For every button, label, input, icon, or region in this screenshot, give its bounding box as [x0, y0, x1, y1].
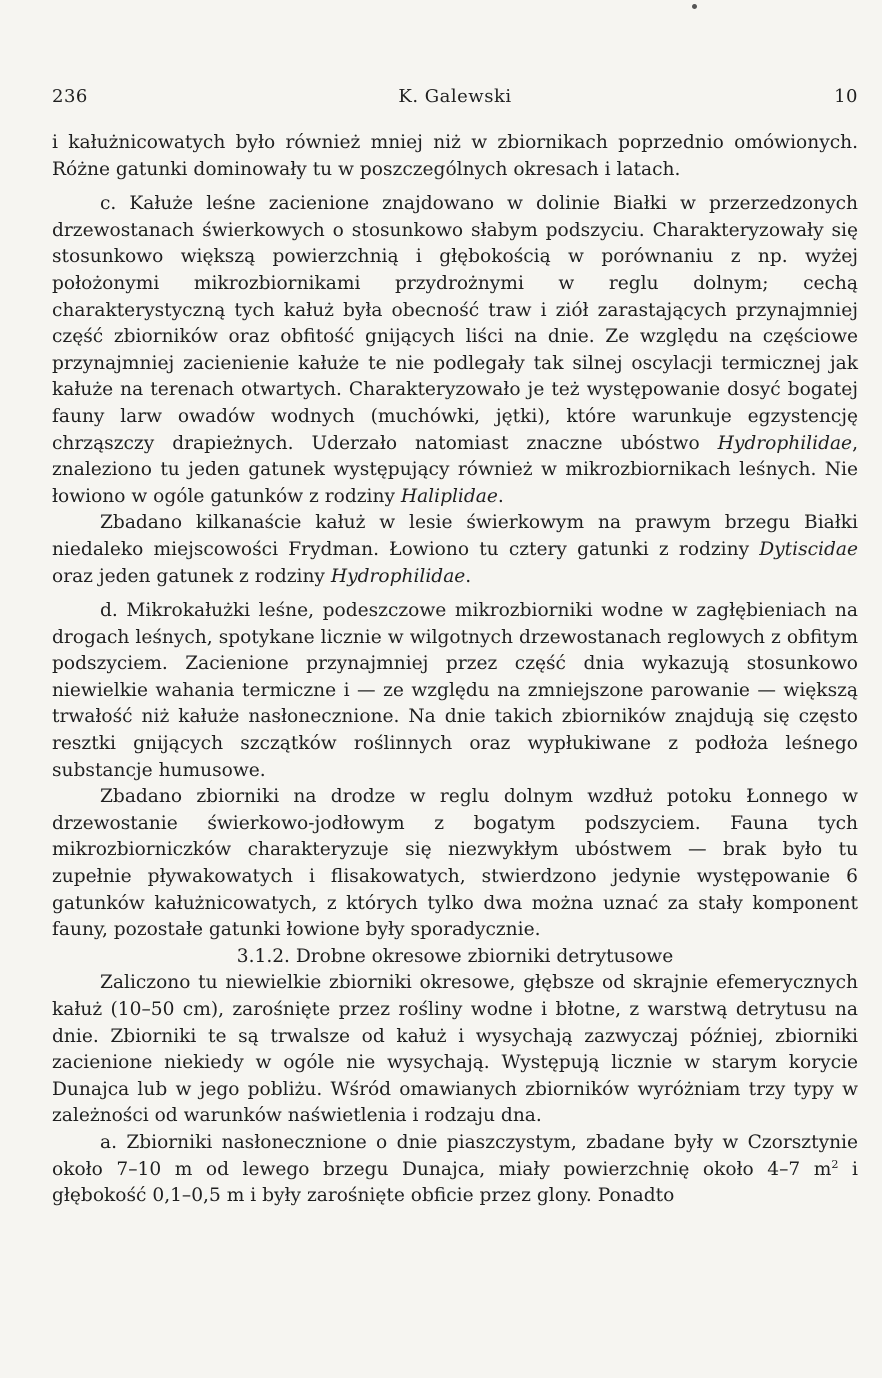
paragraph-zbadano-1-text: Zbadano kilkanaście kałuż w lesie świerkowym na prawym brzegu Białki niedaleko miejscowości Frydman. Łowiono tu cztery gatunki z rodziny: [52, 512, 858, 560]
scan-speck: [692, 4, 697, 9]
paragraph-c-text-2: , znaleziono tu jeden gatunek występujący również w mikrozbiornikach leśnych. Nie łowiono w ogóle gatunków z rodziny: [52, 432, 858, 507]
paragraph-c: [52, 191, 858, 510]
paragraph-a: [52, 1130, 858, 1210]
paragraph-zbadano-2: Zbadano zbiorniki na drodze w reglu dolnym wzdłuż potoku Łonnego w drzewostanie świerkowo-jodłowym z bogatym podszyciem. Fauna tych mikrozbiorniczków charakteryzuje się niezwykłym ubóstwem — brak było tu zupełnie pływakowatych i flisakowatych, stwierdzono jedynie występowanie 6 gatunków kałużnicowatych, z których tylko dwa można uznać za stały komponent fauny, pozostałe gatunki łowione były sporadycznie.: [52, 786, 858, 941]
taxon-name: Haliplidae: [400, 485, 498, 507]
volume-number: 10: [834, 86, 858, 107]
body-text: [52, 130, 858, 1210]
paragraph-d: d. Mikrokałużki leśne, podeszczowe mikrozbiorniki wodne w zagłębieniach na drogach leśnych, spotykane licznie w wilgotnych drzewostanach reglowych z obfitym podszyciem. Zacienione przynajmniej przez część dnia wykazują stosunkowo niewielkie wahania termiczne i — ze względu na zmniejszone parowanie — większą trwałość niż kałuże nasłonecznione. Na dnie takich zbiorników znajdują się często resztki gnijących szczątków roślinnych oraz wypłukiwane z podłoża leśnego substancje humusowe.: [52, 600, 858, 781]
taxon-name: Hydrophilidae: [330, 565, 466, 587]
paragraph-1: i kałużnicowatych było również mniej niż w zbiornikach poprzednio omówionych. Różne gatunki dominowały tu w poszczególnych okresach i latach.: [52, 132, 858, 180]
section-heading: 3.1.2. Drobne okresowe zbiorniki detrytusowe: [236, 945, 674, 967]
paragraph-zbadano-1-end: .: [465, 565, 472, 587]
running-author: K. Galewski: [398, 86, 512, 107]
paragraph-c-end: .: [497, 485, 504, 507]
taxon-name: Dytiscidae: [759, 538, 858, 560]
paragraph-zbadano-1-text-2: oraz jeden gatunek z rodziny: [52, 565, 325, 587]
paragraph-a-text-2: i głębokość 0,1–0,5 m i były zarośnięte obficie przez glony. Ponadto: [52, 1158, 858, 1207]
paragraph-c-text: c. Kałuże leśne zacienione znajdowano w dolinie Białki w przerzedzonych drzewostanach świerkowych o stosunkowo słabym podszyciu. Charakteryzowały się stosunkowo większą powierzchnią i głębokością w porównaniu z np. wyżej położonymi mikrozbiornikami przydrożnymi w reglu dolnym; cechą charakterystyczną tych kałuż była obecność traw i ziół zarastających przynajmniej część zbiorników oraz obfitość gnijących liści na dnie. Ze względu na częściowe przynajmniej zacienienie kałuże te nie podlegały tak silnej oscylacji termicznej jak kałuże na terenach otwartych. Charakteryzowało je też występowanie dosyć bogatej fauny larw owadów wodnych (muchówki, jętki), które warunkuje egzystencję chrząszczy drapieżnych. Uderzało natomiast znaczne ubóstwo: [52, 193, 858, 454]
paragraph-zaliczono: Zaliczono tu niewielkie zbiorniki okresowe, głębsze od skrajnie efemerycznych kałuż (10–50 cm), zarośnięte przez rośliny wodne i błotne, z warstwą detrytusu na dnie. Zbiorniki te są trwalsze od kałuż i wysychają zazwyczaj później, zbiorniki zacienione niekiedy w ogóle nie wysychają. Występują licznie w starym korycie Dunajca lub w jego pobliżu. Wśród omawianych zbiorników wyróżniam trzy typy w zależności od warunków naświetlenia i rodzaju dna.: [52, 972, 858, 1127]
taxon-name: Hydrophilidae: [717, 432, 853, 454]
page-number: 236: [52, 86, 88, 107]
paragraph-a-text: a. Zbiorniki nasłonecznione o dnie piaszczystym, zbadane były w Czorsztynie około 7–10 m od lewego brzegu Dunajca, miały powierzchnię około 4–7 m: [52, 1131, 858, 1180]
superscript: 2: [831, 1157, 839, 1171]
paragraph-zbadano-1: [52, 510, 858, 590]
